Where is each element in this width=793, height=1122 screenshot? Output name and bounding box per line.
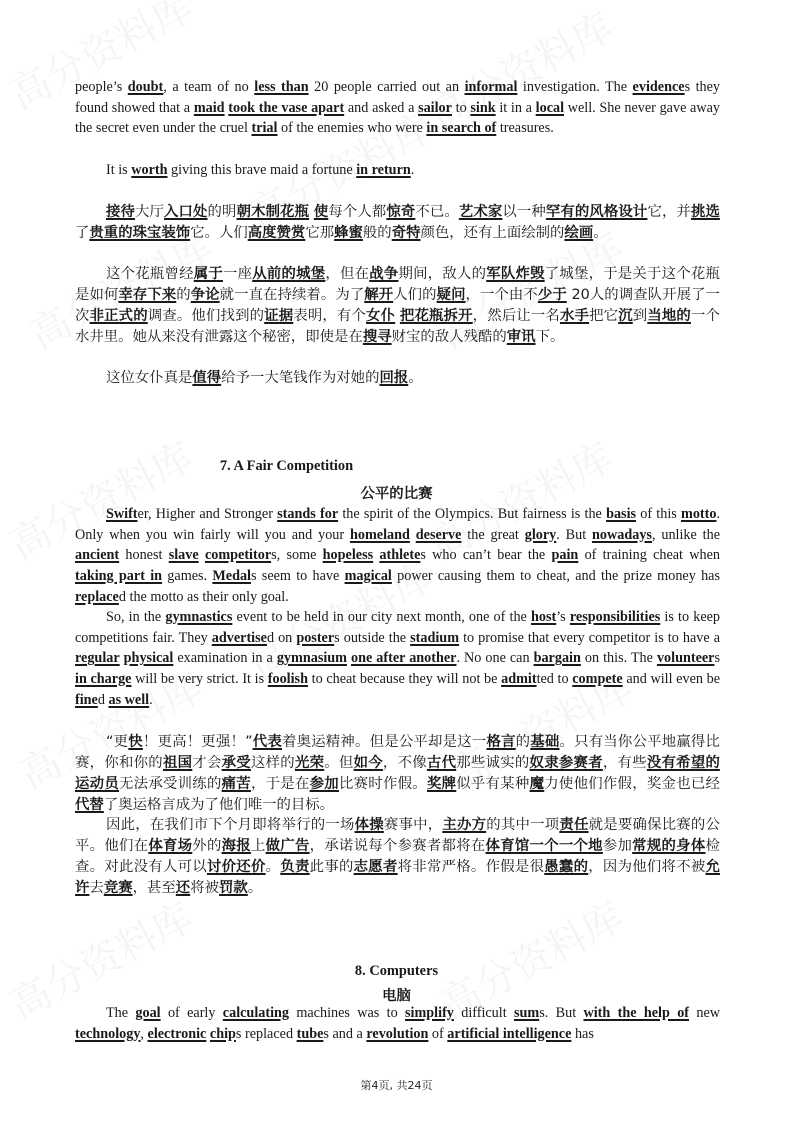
vocab-term: trial: [251, 120, 278, 137]
text-run: 以一种: [502, 204, 546, 220]
vocab-term: 绘画: [564, 224, 594, 241]
text-run: s they found showed that a: [75, 79, 721, 116]
text-run: the spirit of the Olympics. But fairness is the: [338, 506, 607, 522]
vocab-term: 格言: [486, 734, 516, 750]
story6-chinese-paragraph-1: [75, 202, 720, 244]
vocab-term: 惊奇: [386, 204, 416, 220]
text-run: 力使他们作假，奖金也已经: [544, 775, 720, 792]
vocab-term: 疑问: [436, 286, 466, 303]
vocab-term: one after another: [351, 650, 457, 667]
text-run: 。但: [324, 754, 354, 771]
vocab-term: 水手: [559, 307, 590, 324]
vocab-term: revolution: [366, 1025, 429, 1042]
vocab-term: in search of: [426, 120, 497, 137]
text-run: of early: [160, 1005, 223, 1021]
vocab-term: 少于: [537, 286, 567, 303]
story6-english-paragraph: [75, 77, 720, 139]
story7-english-paragraph-1: [75, 504, 720, 608]
text-run: ted to: [536, 671, 573, 688]
text-run: games.: [162, 568, 213, 585]
text-run: 一个水井里。她从来没有泄露这个秘密，即使是在: [75, 307, 720, 345]
vocab-term: less than: [254, 79, 309, 95]
text-run: and asked a: [344, 99, 419, 116]
vocab-term: 还: [175, 879, 191, 896]
text-run: 着奥运精神。但是公平却是这一: [282, 734, 487, 750]
text-run: of training cheat when: [578, 547, 720, 564]
vocab-term: 常规的身体: [632, 837, 706, 854]
text-run: 。: [593, 224, 608, 241]
text-run: 那些诚实的: [456, 754, 530, 771]
vocab-term: worth: [131, 162, 168, 178]
vocab-term: basis: [606, 506, 637, 522]
text-run: 颜色，还有上面绘制的: [420, 224, 565, 241]
vocab-term: glory: [524, 526, 557, 543]
text-run: will be very strict. It is: [131, 671, 268, 688]
vocab-term: taking part in: [75, 568, 163, 585]
text-run: It is: [106, 162, 132, 178]
vocab-term: chip: [209, 1025, 236, 1042]
vocab-term: 属于: [193, 266, 223, 282]
text-run: to: [451, 99, 471, 116]
vocab-term: slave: [168, 547, 199, 564]
vocab-term: 证据: [264, 307, 294, 324]
story8-title: 8. Computers: [354, 963, 439, 979]
vocab-term: 如今: [353, 754, 383, 771]
text-run: s who can’t bear the: [420, 547, 552, 564]
vocab-term: 快: [128, 734, 143, 750]
vocab-term: 把花瓶拆开: [399, 307, 473, 324]
text-run: ，一个由不: [465, 286, 538, 303]
vocab-term: replace: [75, 588, 119, 605]
vocab-term: in return: [356, 162, 411, 178]
text-run: ，然后让一名: [472, 307, 560, 324]
vocab-term: 奴隶参赛者: [529, 754, 603, 771]
vocab-term: 痛苦: [221, 775, 251, 792]
text-run: and will even be: [622, 671, 721, 688]
vocab-term: 承受: [221, 754, 251, 771]
text-run: ，承诺说每个参赛者都将在: [309, 837, 486, 854]
vocab-term: 非正式的: [89, 307, 148, 324]
text-run: , a team of no: [163, 79, 255, 95]
text-run: s outside the: [334, 629, 411, 646]
vocab-term: electronic: [147, 1025, 207, 1042]
text-run: 此事的: [309, 858, 354, 875]
vocab-term: 艺术家: [458, 204, 503, 220]
vocab-term: with the help of: [583, 1005, 690, 1021]
text-run: 每个人都: [328, 204, 387, 220]
text-run: 它。人们: [190, 224, 248, 241]
vocab-term: gymnasium: [276, 650, 347, 667]
vocab-term: 海报: [221, 837, 251, 854]
vocab-term: 愚蠢的: [544, 858, 589, 875]
text-run: 了: [75, 224, 90, 241]
story7-chinese-paragraph-2: [75, 815, 720, 899]
text-run: 无法承受训练的: [119, 775, 222, 792]
text-run: s replaced: [235, 1025, 297, 1042]
vocab-term: foolish: [267, 671, 308, 688]
text-run: 就是要确保比赛的公平。他们在: [75, 817, 720, 854]
vocab-term: tube: [296, 1025, 324, 1042]
text-run: has: [571, 1025, 594, 1042]
text-run: 这个花瓶曾经: [106, 266, 194, 282]
vocab-term: ancient: [75, 547, 120, 564]
vocab-term: 从前的城堡: [252, 266, 326, 282]
text-run: 赛事中，: [383, 817, 443, 833]
text-run: investigation. The: [517, 79, 633, 95]
text-run: 似乎有某种: [456, 775, 530, 792]
text-run: s: [714, 650, 721, 667]
text-run: 上: [250, 837, 266, 854]
vocab-term: 搜寻: [362, 328, 392, 345]
text-run: 这位女仆真是: [106, 370, 193, 386]
text-run: 人们的: [393, 286, 437, 303]
vocab-term: 挑选: [690, 204, 720, 220]
vocab-term: 入口处: [164, 204, 208, 220]
story6-chinese-paragraph-3: [75, 368, 720, 389]
text-run: d: [97, 691, 109, 708]
text-run: .: [149, 691, 153, 708]
vocab-term: evidence: [632, 79, 685, 95]
vocab-term: host: [531, 609, 557, 625]
text-run: 大厅: [135, 204, 165, 220]
text-run: machines was to: [289, 1005, 406, 1021]
vocab-term: doubt: [127, 79, 164, 95]
text-run: 期间，敌人的: [398, 266, 487, 282]
text-run: 了城堡，于是关于这个花瓶是如何: [75, 266, 720, 303]
vocab-term: nowadays: [592, 526, 652, 543]
text-run: 检查。对此没有人可以: [75, 837, 720, 875]
text-run: 到: [632, 307, 648, 324]
vocab-term: 志愿者: [353, 858, 398, 875]
vocab-term: volunteer: [656, 650, 715, 667]
text-run: 给予一大笔钱作为对她的: [221, 370, 380, 386]
story7-chinese-paragraph-1: [75, 732, 720, 816]
text-run: s. But: [539, 1005, 584, 1021]
text-run: giving this brave maid a fortune: [167, 162, 357, 178]
vocab-term: 体操: [354, 817, 384, 833]
text-run: ！更高！更强！”: [142, 734, 253, 750]
vocab-term: Medal: [212, 568, 251, 585]
text-run: new: [689, 1005, 720, 1021]
text-run: 的明: [207, 204, 237, 220]
text-run: 表明，有个: [293, 307, 367, 324]
vocab-term: 幸存下来: [118, 286, 177, 303]
text-run: 将被: [190, 879, 219, 896]
text-run: s and a: [323, 1025, 367, 1042]
vocab-term: 讨价还价: [206, 858, 266, 875]
text-run: 这样的: [250, 754, 295, 771]
vocab-term: stadium: [410, 629, 460, 646]
text-run: 将非常严格。作假是很: [397, 858, 545, 875]
text-run: ,: [140, 1025, 148, 1042]
text-run: 。只有当你公平地赢得比赛，你和你的: [75, 734, 720, 771]
vocab-term: 审讯: [506, 328, 536, 345]
vocab-term: fine: [75, 691, 98, 708]
story8-english-paragraph-1: [75, 1003, 720, 1044]
text-run: 财宝的敌人残酷的: [391, 328, 507, 345]
text-run: 20人的调查队开展了一次: [75, 286, 720, 324]
text-run: ，不像: [382, 754, 427, 771]
text-run: ’s: [556, 609, 570, 625]
text-run: 的: [176, 286, 191, 303]
vocab-term: 女仆: [366, 307, 396, 324]
vocab-term: 战争: [369, 266, 399, 282]
text-run: it in a: [495, 99, 536, 116]
vocab-term: informal: [464, 79, 518, 95]
vocab-term: 竞赛: [103, 879, 133, 896]
text-run: . No one can: [456, 650, 534, 667]
vocab-term: 允许: [75, 858, 720, 896]
vocab-term: 回报: [379, 370, 409, 386]
vocab-term: local: [535, 99, 565, 116]
vocab-term: sum: [514, 1005, 540, 1021]
vocab-term: competitor: [204, 547, 272, 564]
story7-title: 7. A Fair Competition: [219, 458, 354, 474]
vocab-term: 奇特: [391, 224, 421, 241]
text-run: 就一直在持续着。为了: [219, 286, 365, 303]
text-run: ，有些: [602, 754, 647, 771]
vocab-term: 奖牌: [426, 775, 457, 792]
text-run: So, in the: [106, 609, 166, 625]
vocab-term: 贵重的珠宝装饰: [89, 224, 191, 241]
text-run: 调查。他们找到的: [147, 307, 265, 324]
vocab-term: advertise: [211, 629, 267, 646]
vocab-term: 负责: [280, 858, 310, 875]
text-run: 的其中一项: [486, 817, 560, 833]
story7-title-chinese: 公平的比赛: [360, 486, 433, 502]
text-run: ，但在: [325, 266, 370, 282]
vocab-term: 主办方: [442, 817, 487, 833]
vocab-term: 做广告: [265, 837, 310, 854]
vocab-term: sink: [470, 99, 496, 116]
text-run: 它那: [305, 224, 335, 241]
vocab-term: 罕有的风格设计: [545, 204, 648, 220]
vocab-term: 使: [313, 204, 329, 220]
vocab-term: 值得: [192, 370, 222, 386]
vocab-term: 接待: [106, 204, 136, 220]
story6-english-closing: [75, 160, 720, 181]
text-run: 一座: [222, 266, 253, 282]
vocab-term: stands for: [277, 506, 339, 522]
vocab-term: sailor: [418, 99, 452, 116]
text-run: 它，并: [647, 204, 691, 220]
vocab-term: responsibilities: [569, 609, 661, 625]
text-run: the great: [461, 526, 525, 543]
vocab-term: took the vase apart: [228, 99, 345, 116]
text-run: on this. The: [580, 650, 657, 667]
vocab-term: 没有希望的运动员: [75, 754, 720, 792]
text-run: people’s: [75, 79, 128, 95]
text-run: examination in a: [173, 650, 277, 667]
vocab-term: Swift: [106, 506, 138, 522]
vocab-term: maid: [193, 99, 225, 116]
text-run: 比赛时作假。: [338, 775, 427, 792]
text-run: to cheat because they will not be: [307, 671, 502, 688]
vocab-term: gymnastics: [165, 609, 233, 625]
page-number: 第4页, 共24页: [360, 1079, 433, 1092]
text-run: 不已。: [415, 204, 459, 220]
vocab-term: bargain: [533, 650, 581, 667]
vocab-term: 沉: [618, 307, 633, 324]
vocab-term: magical: [344, 568, 392, 585]
vocab-term: compete: [572, 671, 623, 688]
text-run: power causing them to cheat, and the prize money has: [391, 568, 720, 585]
vocab-term: homeland: [349, 526, 410, 543]
text-run: honest: [119, 547, 169, 564]
text-run: ，于是在: [250, 775, 310, 792]
vocab-term: 光荣: [294, 754, 325, 771]
vocab-term: as well: [108, 691, 150, 708]
vocab-term: 当地的: [647, 307, 691, 324]
vocab-term: goal: [135, 1005, 161, 1021]
text-run: 20 people carried out an: [308, 79, 465, 95]
text-run: 去: [89, 879, 104, 896]
vocab-term: 代替: [75, 796, 104, 813]
vocab-term: in charge: [75, 671, 132, 688]
vocab-term: 解开: [364, 286, 394, 303]
story7-english-paragraph-2: [75, 607, 720, 711]
vocab-term: simplify: [405, 1005, 454, 1021]
text-run: .: [410, 162, 415, 178]
vocab-term: motto: [681, 506, 717, 522]
text-run: 了奥运格言成为了他们唯一的目标。: [103, 796, 335, 813]
text-run: 才会: [192, 754, 222, 771]
text-run: . Only when you win fairly will you and your: [75, 506, 721, 543]
text-run: , unlike the: [651, 526, 721, 543]
text-run: 。: [247, 879, 263, 896]
vocab-term: hopeless: [322, 547, 374, 564]
vocab-term: pain: [551, 547, 579, 564]
text-run: The: [106, 1005, 136, 1021]
vocab-term: poster: [296, 629, 335, 646]
text-run: of this: [636, 506, 681, 522]
vocab-term: athlete: [379, 547, 421, 564]
vocab-term: artificial intelligence: [447, 1025, 572, 1042]
text-run: well. She never gave away the secret even under the cruel: [75, 99, 720, 137]
vocab-term: admit: [501, 671, 537, 688]
vocab-term: 代表: [252, 734, 282, 750]
text-run: 。: [265, 858, 281, 875]
text-run: er, Higher and Stronger: [137, 506, 278, 522]
vocab-term: 体育场: [148, 837, 193, 854]
text-run: difficult: [453, 1005, 514, 1021]
text-run: 把它: [589, 307, 619, 324]
vocab-term: 古代: [426, 754, 457, 771]
vocab-term: regular: [75, 650, 120, 667]
text-run: 因此，在我们市下个月即将举行的一场: [106, 817, 355, 833]
text-run: 的: [515, 734, 531, 750]
vocab-term: 朝木制花瓶: [236, 204, 310, 220]
text-run: treasures.: [496, 120, 554, 137]
story8-title-chinese: 电脑: [382, 988, 411, 1004]
text-run: 。: [408, 370, 423, 386]
text-run: ，因为他们将不被: [588, 858, 706, 875]
text-run: to promise that every competitor is to have a: [459, 629, 721, 646]
text-run: is to keep competitions fair. They: [75, 609, 721, 646]
vocab-term: 军队炸毁: [486, 266, 545, 282]
text-run: of the enemies who were: [277, 120, 427, 137]
text-run: 外的: [192, 837, 222, 854]
vocab-term: 祖国: [162, 754, 193, 771]
vocab-term: physical: [123, 650, 174, 667]
vocab-term: 魔: [529, 775, 545, 792]
text-run: event to be held in our city next month, one of the: [232, 609, 531, 625]
text-run: 般的: [362, 224, 392, 241]
vocab-term: calculating: [222, 1005, 290, 1021]
text-run: d the motto as their only goal.: [118, 588, 289, 605]
text-run: s seem to have: [251, 568, 345, 585]
vocab-term: deserve: [415, 526, 462, 543]
vocab-term: 基础: [530, 734, 560, 750]
text-run: d on: [266, 629, 297, 646]
vocab-term: 蜂蜜: [334, 224, 363, 241]
text-run: . But: [556, 526, 593, 543]
vocab-term: 责任: [559, 817, 589, 833]
vocab-term: 参加: [309, 775, 339, 792]
text-run: 参加: [602, 837, 633, 854]
text-run: s, some: [271, 547, 323, 564]
vocab-term: 罚款: [219, 879, 248, 896]
vocab-term: 高度赞赏: [247, 224, 306, 241]
text-run: 下。: [535, 328, 565, 345]
vocab-term: 争论: [190, 286, 220, 303]
vocab-term: technology: [75, 1025, 141, 1042]
text-run: of: [428, 1025, 448, 1042]
text-run: ，甚至: [132, 879, 176, 896]
story6-chinese-paragraph-2: [75, 264, 720, 348]
vocab-term: 体育馆一个一个地: [485, 837, 603, 854]
text-run: “更: [106, 734, 129, 750]
